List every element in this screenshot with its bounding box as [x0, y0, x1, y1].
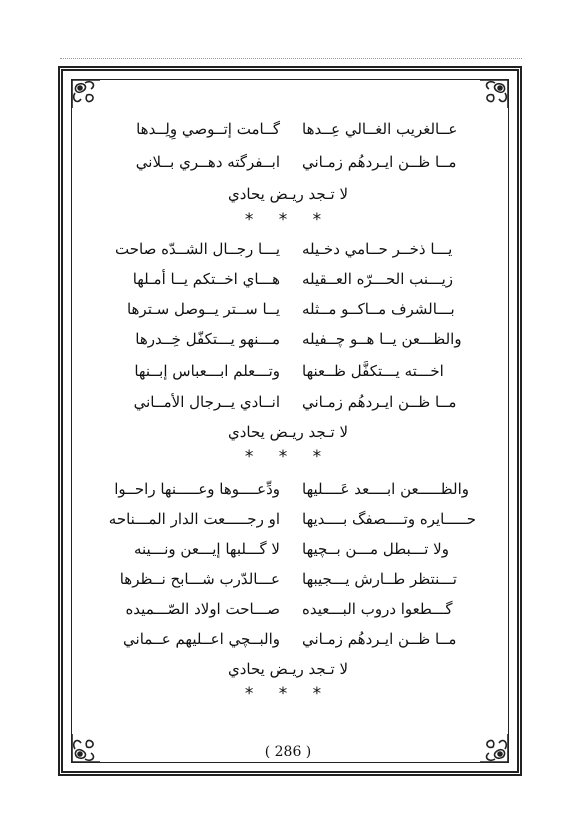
refrain-line: لا تـجد ريـض يحادي: [227, 660, 349, 678]
verse-first-hemistich: يــا ســتر يــوصل سـترها: [126, 300, 280, 318]
verse-line: [0, 120, 576, 150]
verse-line: [0, 362, 576, 392]
verse-first-hemistich: او رجـــــعت الدار المـــناحه: [108, 510, 280, 528]
verse-second-hemistich: عــالغريب الغــالي عِــدها: [302, 120, 458, 138]
verse-first-hemistich: مـــنهو يـــتكفّل خِــدرها: [135, 330, 280, 348]
verse-first-hemistich: گــامت إتــوصي وِلِــدها: [136, 120, 280, 138]
verse-second-hemistich: مــا ظــن ايـردهُم زمـاني: [302, 393, 457, 411]
refrain-line: لا تـجد ريـض يحادي: [227, 185, 349, 203]
stanza-separator: * * *: [244, 684, 332, 704]
verse-line: [0, 153, 576, 183]
verse-line: [0, 330, 576, 360]
verse-second-hemistich: زيـــنب الحـــرّه العــقيله: [302, 270, 454, 288]
verse-first-hemistich: صـــاحت اولاد الصّـــميده: [125, 600, 280, 618]
verse-first-hemistich: لا گـــلبها إيـــعن ونـــينه: [133, 540, 280, 558]
verse-line: [0, 240, 576, 270]
verse-second-hemistich: تـــنتظر طــارش يـــجيبها: [302, 570, 457, 588]
refrain-line: لا تـجد ريـض يحادي: [227, 423, 349, 441]
stanza-separator: * * *: [244, 447, 332, 467]
verse-second-hemistich: اخـــته يـــتكفَّل ظــعنها: [302, 362, 444, 380]
verse-second-hemistich: گـــطعوا دروب البـــعيده: [302, 600, 453, 618]
stanza-separator: * * *: [244, 210, 332, 230]
verse-line: [0, 270, 576, 300]
verse-second-hemistich: يـــا ذخــر حــامي دخـيله: [302, 240, 453, 258]
verse-second-hemistich: ولا تـــبطل مـــن بــچيها: [302, 540, 449, 558]
page-number: ( 286 ): [264, 744, 312, 760]
verse-second-hemistich: حـــــايره وتــــصفگ بــــديها: [302, 510, 476, 528]
verse-second-hemistich: مــا ظــن ايـردهُم زمـاني: [302, 630, 457, 648]
verse-line: [0, 630, 576, 660]
verse-first-hemistich: يـــا رجــال الشــدّه صاحت: [115, 240, 280, 258]
verse-first-hemistich: وتـــعلم ابـــعباس إبــنها: [134, 362, 280, 380]
verse-second-hemistich: مــا ظــن ايـردهُم زمـاني: [302, 153, 457, 171]
verse-first-hemistich: انــادي يــرجال الأمــاني: [133, 393, 280, 411]
verse-line: [0, 570, 576, 600]
verse-first-hemistich: عـــالدّرب شـــابح نــظرها: [119, 570, 280, 588]
verse-line: [0, 393, 576, 423]
verse-second-hemistich: بـــالشرف مــاكــو مــثله: [302, 300, 455, 318]
verse-second-hemistich: والظـــــعن ابــــعد عَــــليها: [302, 480, 469, 498]
verse-second-hemistich: والظـــعن يــا هــو چــفيله: [302, 330, 462, 348]
verse-line: [0, 480, 576, 510]
verse-line: [0, 540, 576, 570]
verse-first-hemistich: والبــچي اعــليهم عــماني: [123, 630, 280, 648]
verse-line: [0, 600, 576, 630]
verse-first-hemistich: ابــفرگته دهــري بــلاني: [135, 153, 280, 171]
verse-first-hemistich: هـــاي اخــتكم يــا أمـلها: [132, 270, 280, 288]
verse-first-hemistich: ودِّعــــوها وعـــــنها راحــوا: [114, 480, 280, 498]
verse-line: [0, 510, 576, 540]
verse-line: [0, 300, 576, 330]
